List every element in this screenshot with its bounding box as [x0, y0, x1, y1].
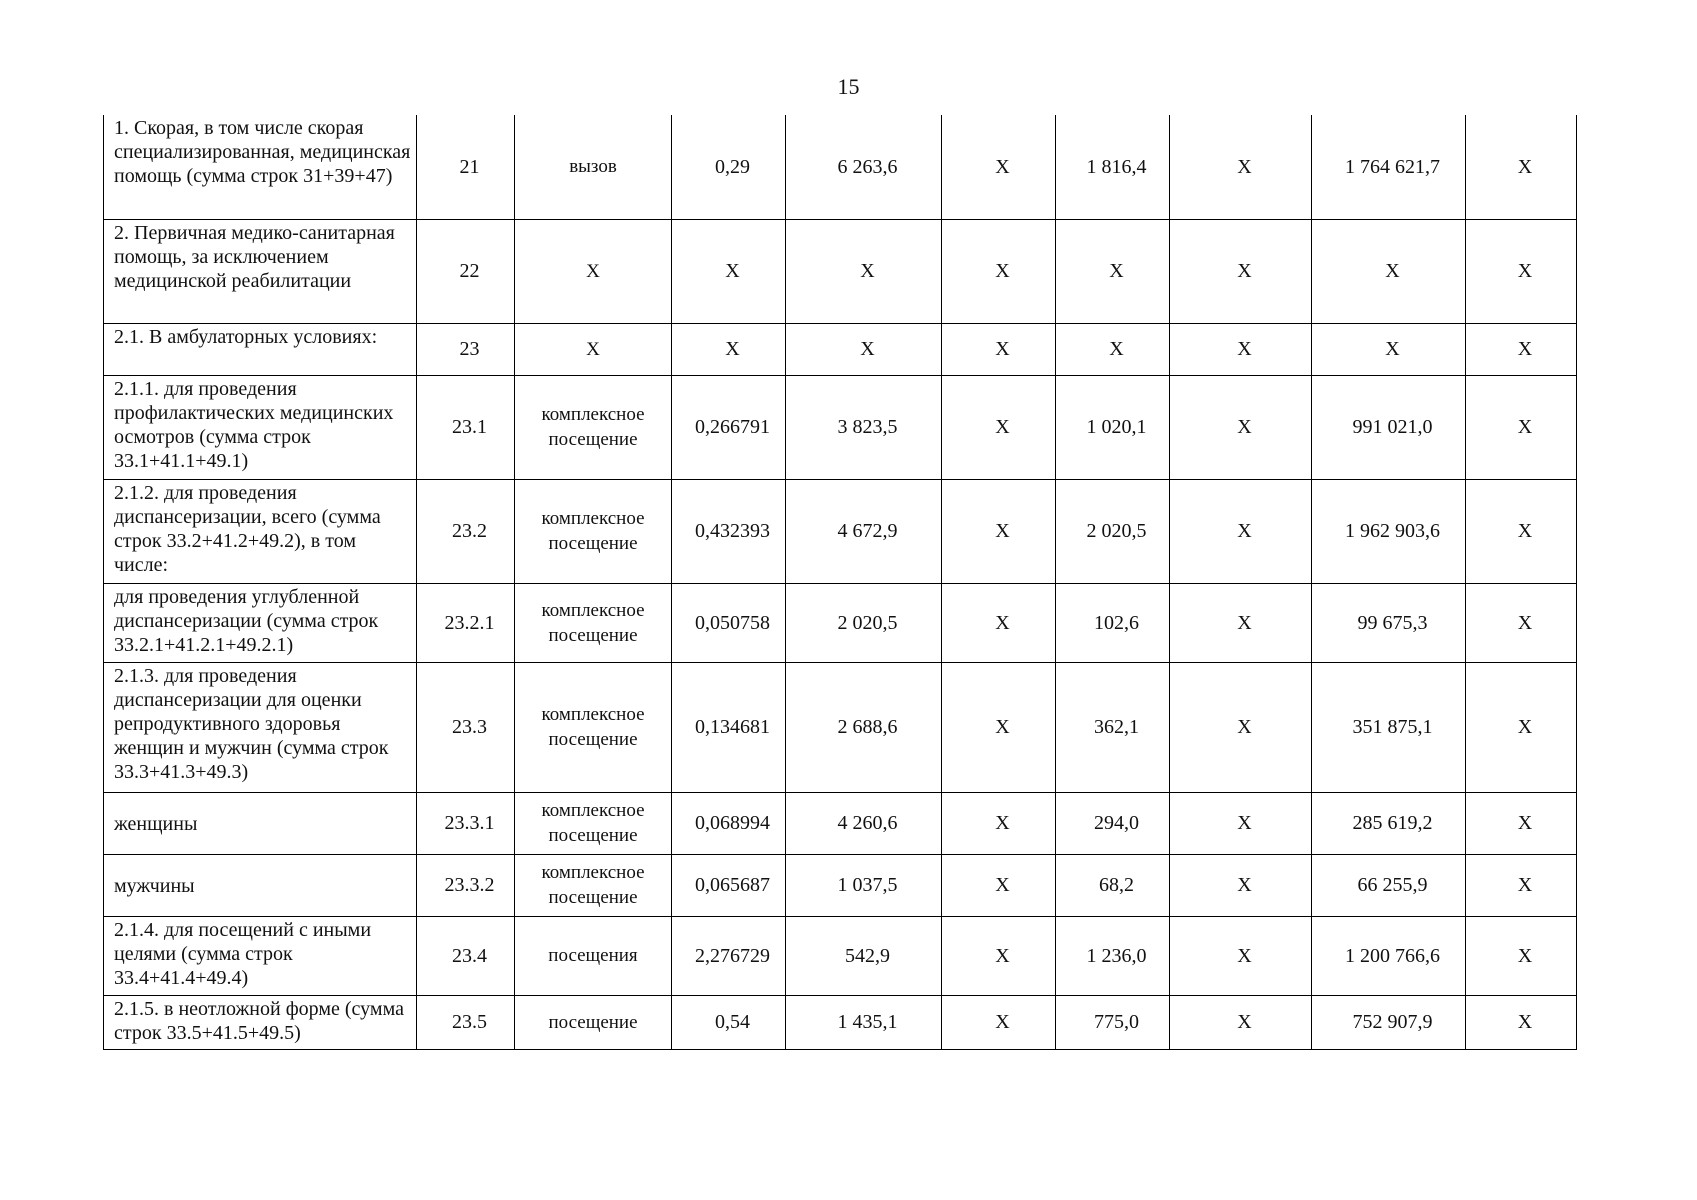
- value-cell: 351 875,1: [1312, 662, 1466, 792]
- value-cell: Х: [1170, 375, 1312, 479]
- unit-cell: комплексное посещение: [515, 583, 672, 662]
- table-row: [104, 583, 1577, 662]
- table-row: [104, 115, 1577, 219]
- value-cell: Х: [786, 323, 942, 375]
- row-name-cell: 2.1.4. для посещений с иными целями (сумма строк 33.4+41.4+49.4): [104, 916, 417, 995]
- unit-cell: Х: [515, 323, 672, 375]
- value-cell: Х: [1466, 792, 1577, 854]
- value-cell: 285 619,2: [1312, 792, 1466, 854]
- value-cell: 1 764 621,7: [1312, 115, 1466, 219]
- row-name-cell: 2.1.3. для проведения диспансеризации для оценки репродуктивного здоровья женщин и мужчин (сумма строк 33.3+41.3+49.3): [104, 662, 417, 792]
- unit-cell: посещения: [515, 916, 672, 995]
- value-cell: 2,276729: [672, 916, 786, 995]
- data-table: [103, 115, 1577, 1050]
- line-number-cell: 23.4: [417, 916, 515, 995]
- value-cell: 3 823,5: [786, 375, 942, 479]
- value-cell: 1 037,5: [786, 854, 942, 916]
- value-cell: Х: [1312, 219, 1466, 323]
- value-cell: 0,065687: [672, 854, 786, 916]
- value-cell: Х: [1170, 583, 1312, 662]
- value-cell: Х: [1466, 854, 1577, 916]
- row-name-cell: мужчины: [104, 854, 417, 916]
- value-cell: Х: [1170, 854, 1312, 916]
- unit-cell: комплексное посещение: [515, 662, 672, 792]
- row-name-cell: 2. Первичная медико-санитарная помощь, за исключением медицинской реабилитации: [104, 219, 417, 323]
- value-cell: Х: [942, 854, 1056, 916]
- value-cell: Х: [1466, 115, 1577, 219]
- value-cell: 0,134681: [672, 662, 786, 792]
- value-cell: Х: [672, 323, 786, 375]
- value-cell: Х: [942, 916, 1056, 995]
- value-cell: 991 021,0: [1312, 375, 1466, 479]
- line-number-cell: 23.3: [417, 662, 515, 792]
- value-cell: 2 688,6: [786, 662, 942, 792]
- value-cell: Х: [942, 479, 1056, 583]
- value-cell: 4 672,9: [786, 479, 942, 583]
- row-name-cell: 2.1. В амбулаторных условиях:: [104, 323, 417, 375]
- value-cell: Х: [1466, 662, 1577, 792]
- value-cell: 2 020,5: [786, 583, 942, 662]
- value-cell: 1 200 766,6: [1312, 916, 1466, 995]
- row-name-cell: 2.1.1. для проведения профилактических медицинских осмотров (сумма строк 33.1+41.1+49.1): [104, 375, 417, 479]
- row-name-cell: для проведения углубленной диспансеризации (сумма строк 33.2.1+41.2.1+49.2.1): [104, 583, 417, 662]
- value-cell: 102,6: [1056, 583, 1170, 662]
- value-cell: 542,9: [786, 916, 942, 995]
- value-cell: Х: [942, 323, 1056, 375]
- table-row: [104, 995, 1577, 1049]
- value-cell: 0,050758: [672, 583, 786, 662]
- value-cell: Х: [1056, 323, 1170, 375]
- value-cell: 775,0: [1056, 995, 1170, 1049]
- row-name-cell: 2.1.5. в неотложной форме (сумма строк 33.5+41.5+49.5): [104, 995, 417, 1049]
- value-cell: 0,068994: [672, 792, 786, 854]
- value-cell: Х: [1466, 479, 1577, 583]
- table-row: [104, 916, 1577, 995]
- table-row: [104, 219, 1577, 323]
- value-cell: Х: [942, 792, 1056, 854]
- value-cell: Х: [1170, 115, 1312, 219]
- unit-cell: Х: [515, 219, 672, 323]
- value-cell: 1 435,1: [786, 995, 942, 1049]
- value-cell: Х: [786, 219, 942, 323]
- table-row: [104, 323, 1577, 375]
- value-cell: 0,266791: [672, 375, 786, 479]
- value-cell: 66 255,9: [1312, 854, 1466, 916]
- value-cell: Х: [1312, 323, 1466, 375]
- value-cell: Х: [1170, 792, 1312, 854]
- table-row: [104, 479, 1577, 583]
- value-cell: Х: [1170, 479, 1312, 583]
- value-cell: 362,1: [1056, 662, 1170, 792]
- value-cell: 1 020,1: [1056, 375, 1170, 479]
- value-cell: 0,432393: [672, 479, 786, 583]
- line-number-cell: 23.5: [417, 995, 515, 1049]
- unit-cell: комплексное посещение: [515, 375, 672, 479]
- value-cell: 1 962 903,6: [1312, 479, 1466, 583]
- line-number-cell: 23: [417, 323, 515, 375]
- value-cell: Х: [942, 662, 1056, 792]
- value-cell: Х: [1170, 323, 1312, 375]
- table-row: [104, 662, 1577, 792]
- value-cell: 0,54: [672, 995, 786, 1049]
- unit-cell: вызов: [515, 115, 672, 219]
- value-cell: Х: [1466, 323, 1577, 375]
- value-cell: Х: [942, 375, 1056, 479]
- unit-cell: комплексное посещение: [515, 479, 672, 583]
- value-cell: 752 907,9: [1312, 995, 1466, 1049]
- value-cell: 294,0: [1056, 792, 1170, 854]
- line-number-cell: 23.1: [417, 375, 515, 479]
- table-row: [104, 854, 1577, 916]
- value-cell: 68,2: [1056, 854, 1170, 916]
- unit-cell: комплексное посещение: [515, 792, 672, 854]
- value-cell: Х: [942, 219, 1056, 323]
- value-cell: Х: [672, 219, 786, 323]
- value-cell: Х: [1170, 916, 1312, 995]
- row-name-cell: 1. Скорая, в том числе скорая специализированная, медицинская помощь (сумма строк 31+39+47): [104, 115, 417, 219]
- value-cell: Х: [942, 115, 1056, 219]
- line-number-cell: 23.2: [417, 479, 515, 583]
- row-name-cell: женщины: [104, 792, 417, 854]
- line-number-cell: 23.3.1: [417, 792, 515, 854]
- value-cell: Х: [1466, 916, 1577, 995]
- value-cell: Х: [942, 583, 1056, 662]
- unit-cell: комплексное посещение: [515, 854, 672, 916]
- value-cell: Х: [1466, 219, 1577, 323]
- table-row: [104, 792, 1577, 854]
- line-number-cell: 23.2.1: [417, 583, 515, 662]
- line-number-cell: 23.3.2: [417, 854, 515, 916]
- value-cell: Х: [1170, 219, 1312, 323]
- value-cell: Х: [942, 995, 1056, 1049]
- value-cell: 1 816,4: [1056, 115, 1170, 219]
- value-cell: Х: [1466, 583, 1577, 662]
- value-cell: Х: [1466, 995, 1577, 1049]
- value-cell: Х: [1466, 375, 1577, 479]
- value-cell: Х: [1170, 662, 1312, 792]
- unit-cell: посещение: [515, 995, 672, 1049]
- value-cell: 2 020,5: [1056, 479, 1170, 583]
- value-cell: 6 263,6: [786, 115, 942, 219]
- value-cell: 99 675,3: [1312, 583, 1466, 662]
- value-cell: Х: [1056, 219, 1170, 323]
- value-cell: 0,29: [672, 115, 786, 219]
- row-name-cell: 2.1.2. для проведения диспансеризации, всего (сумма строк 33.2+41.2+49.2), в том числе:: [104, 479, 417, 583]
- value-cell: 4 260,6: [786, 792, 942, 854]
- page-number: 15: [837, 74, 860, 99]
- line-number-cell: 22: [417, 219, 515, 323]
- value-cell: 1 236,0: [1056, 916, 1170, 995]
- value-cell: Х: [1170, 995, 1312, 1049]
- table-row: [104, 375, 1577, 479]
- line-number-cell: 21: [417, 115, 515, 219]
